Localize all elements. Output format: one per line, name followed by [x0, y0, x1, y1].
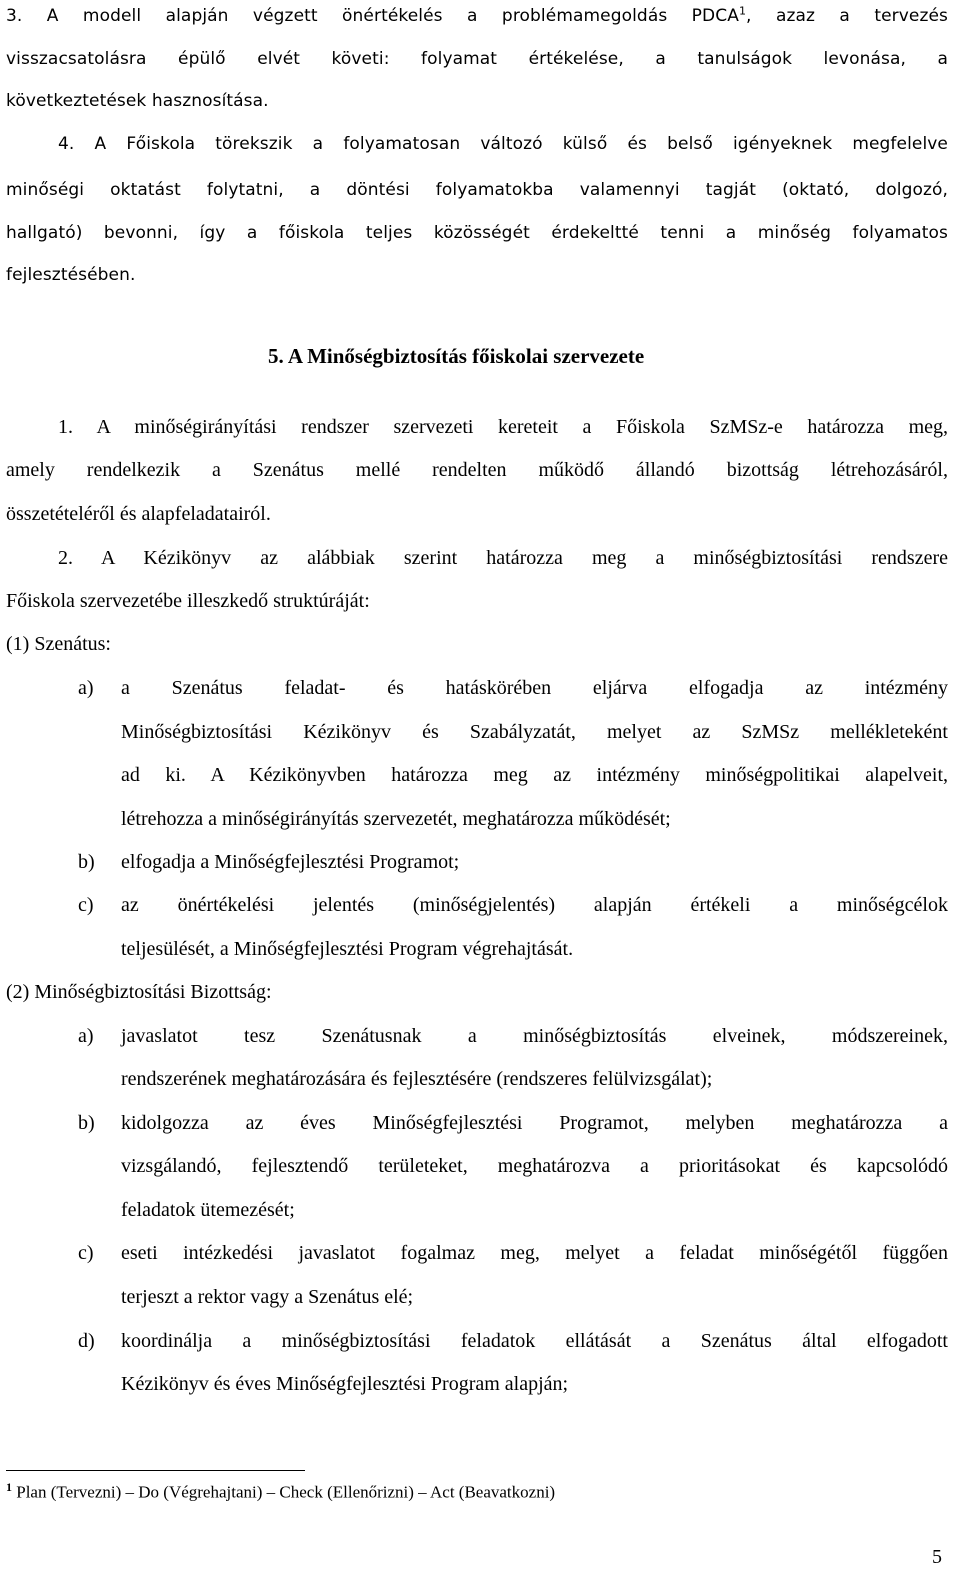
group2-item-a-label: a) [78, 1025, 94, 1047]
group2-title: (2) Minőségbiztosítási Bizottság: [6, 981, 272, 1003]
section5-p2-line2: Főiskola szervezetébe illeszkedő struktúráját: [6, 590, 370, 612]
group2-item-c-label: c) [78, 1242, 94, 1264]
group2-item-b-line2: vizsgálandó, fejlesztendő területeket, meghatározva a prioritásokat és kapcsolódó [121, 1155, 948, 1177]
item3-line1-text: 3. A modell alapján végzett önértékelés a problémamegoldás PDCA [6, 6, 739, 26]
section5-p1-line2: amely rendelkezik a Szenátus mellé rendelten működő állandó bizottság létrehozásáról, [6, 459, 948, 481]
section5-p2-line1: 2. A Kézikönyv az alábbiak szerint határozza meg a minőségbiztosítási rendszere [58, 547, 948, 569]
section-heading: 5. A Minőségbiztosítás főiskolai szervezete [268, 344, 645, 368]
section5-p1-line3: összetételéről és alapfeladatairól. [6, 503, 271, 525]
footnote-text: Plan (Tervezni) – Do (Végrehajtani) – Check (Ellenőrizni) – Act (Beavatkozni) [12, 1482, 556, 1502]
item3-line1-rest: , azaz a tervezés [746, 6, 948, 26]
item4-line2: minőségi oktatást folytatni, a döntési folyamatokba valamennyi tagját (oktató, dolgozó, [6, 180, 948, 200]
group1-item-a-line4: létrehozza a minőségirányítás szervezetét, meghatározza működését; [121, 808, 671, 830]
group1-item-c-line1: az önértékelési jelentés (minőségjelentés) alapján értékeli a minőségcélok [121, 894, 948, 916]
item3-line3: következtetések hasznosítása. [6, 91, 269, 111]
section5-p1-line1: 1. A minőségirányítási rendszer szervezeti kereteit a Főiskola SzMSz-e határozza meg, [58, 416, 948, 438]
group2-item-c-line1: eseti intézkedési javaslatot fogalmaz meg, melyet a feladat minőségétől függően [121, 1242, 948, 1264]
group2-item-a-line1: javaslatot tesz Szenátusnak a minőségbiztosítás elveinek, módszereinek, [121, 1025, 948, 1047]
footnote-mark: 1 [6, 1480, 12, 1494]
group1-item-b-label: b) [78, 851, 95, 873]
item4-line3: hallgató) bevonni, így a főiskola teljes közösségét érdekeltté tenni a minőség folyamatos [6, 223, 948, 243]
footnote-divider [6, 1470, 305, 1471]
group2-item-c-line2: terjeszt a rektor vagy a Szenátus elé; [121, 1286, 414, 1308]
group2-item-b-line1: kidolgozza az éves Minőségfejlesztési Programot, melyben meghatározza a [121, 1112, 948, 1134]
footnote-reference: 1 [738, 4, 747, 18]
item3-line2: visszacsatolásra épülő elvét követi: folyamat értékelése, a tanulságok levonása, a [6, 49, 948, 69]
group2-item-b-label: b) [78, 1112, 95, 1134]
group1-item-a-line1: a Szenátus feladat- és hatáskörében eljárva elfogadja az intézmény [121, 677, 948, 699]
group1-item-a-line2: Minőségbiztosítási Kézikönyv és Szabályzatát, melyet az SzMSz mellékleteként [121, 721, 948, 743]
group1-item-c-label: c) [78, 894, 94, 916]
group2-item-d-line1: koordinálja a minőségbiztosítási feladatok ellátását a Szenátus által elfogadott [121, 1330, 948, 1352]
group2-item-b-line3: feladatok ütemezését; [121, 1199, 295, 1221]
group1-item-c-line2: teljesülését, a Minőségfejlesztési Program végrehajtását. [121, 938, 574, 960]
group1-item-b-line1: elfogadja a Minőségfejlesztési Programot; [121, 851, 460, 873]
page-number: 5 [932, 1546, 942, 1568]
group2-item-d-line2: Kézikönyv és éves Minőségfejlesztési Program alapján; [121, 1373, 569, 1395]
group1-title: (1) Szenátus: [6, 633, 111, 655]
group2-item-a-line2: rendszerének meghatározására és fejlesztésére (rendszeres felülvizsgálat); [121, 1068, 713, 1090]
footnote [6, 1480, 555, 1503]
group1-item-a-line3: ad ki. A Kézikönyvben határozza meg az intézmény minőségpolitikai alapelveit, [121, 764, 948, 786]
item3-line1 [6, 6, 948, 26]
item4-line4: fejlesztésében. [6, 265, 136, 285]
group1-item-a-label: a) [78, 677, 94, 699]
group2-item-d-label: d) [78, 1330, 95, 1352]
item4-line1: 4. A Főiskola törekszik a folyamatosan változó külső és belső igényeknek megfelelve [58, 134, 948, 154]
